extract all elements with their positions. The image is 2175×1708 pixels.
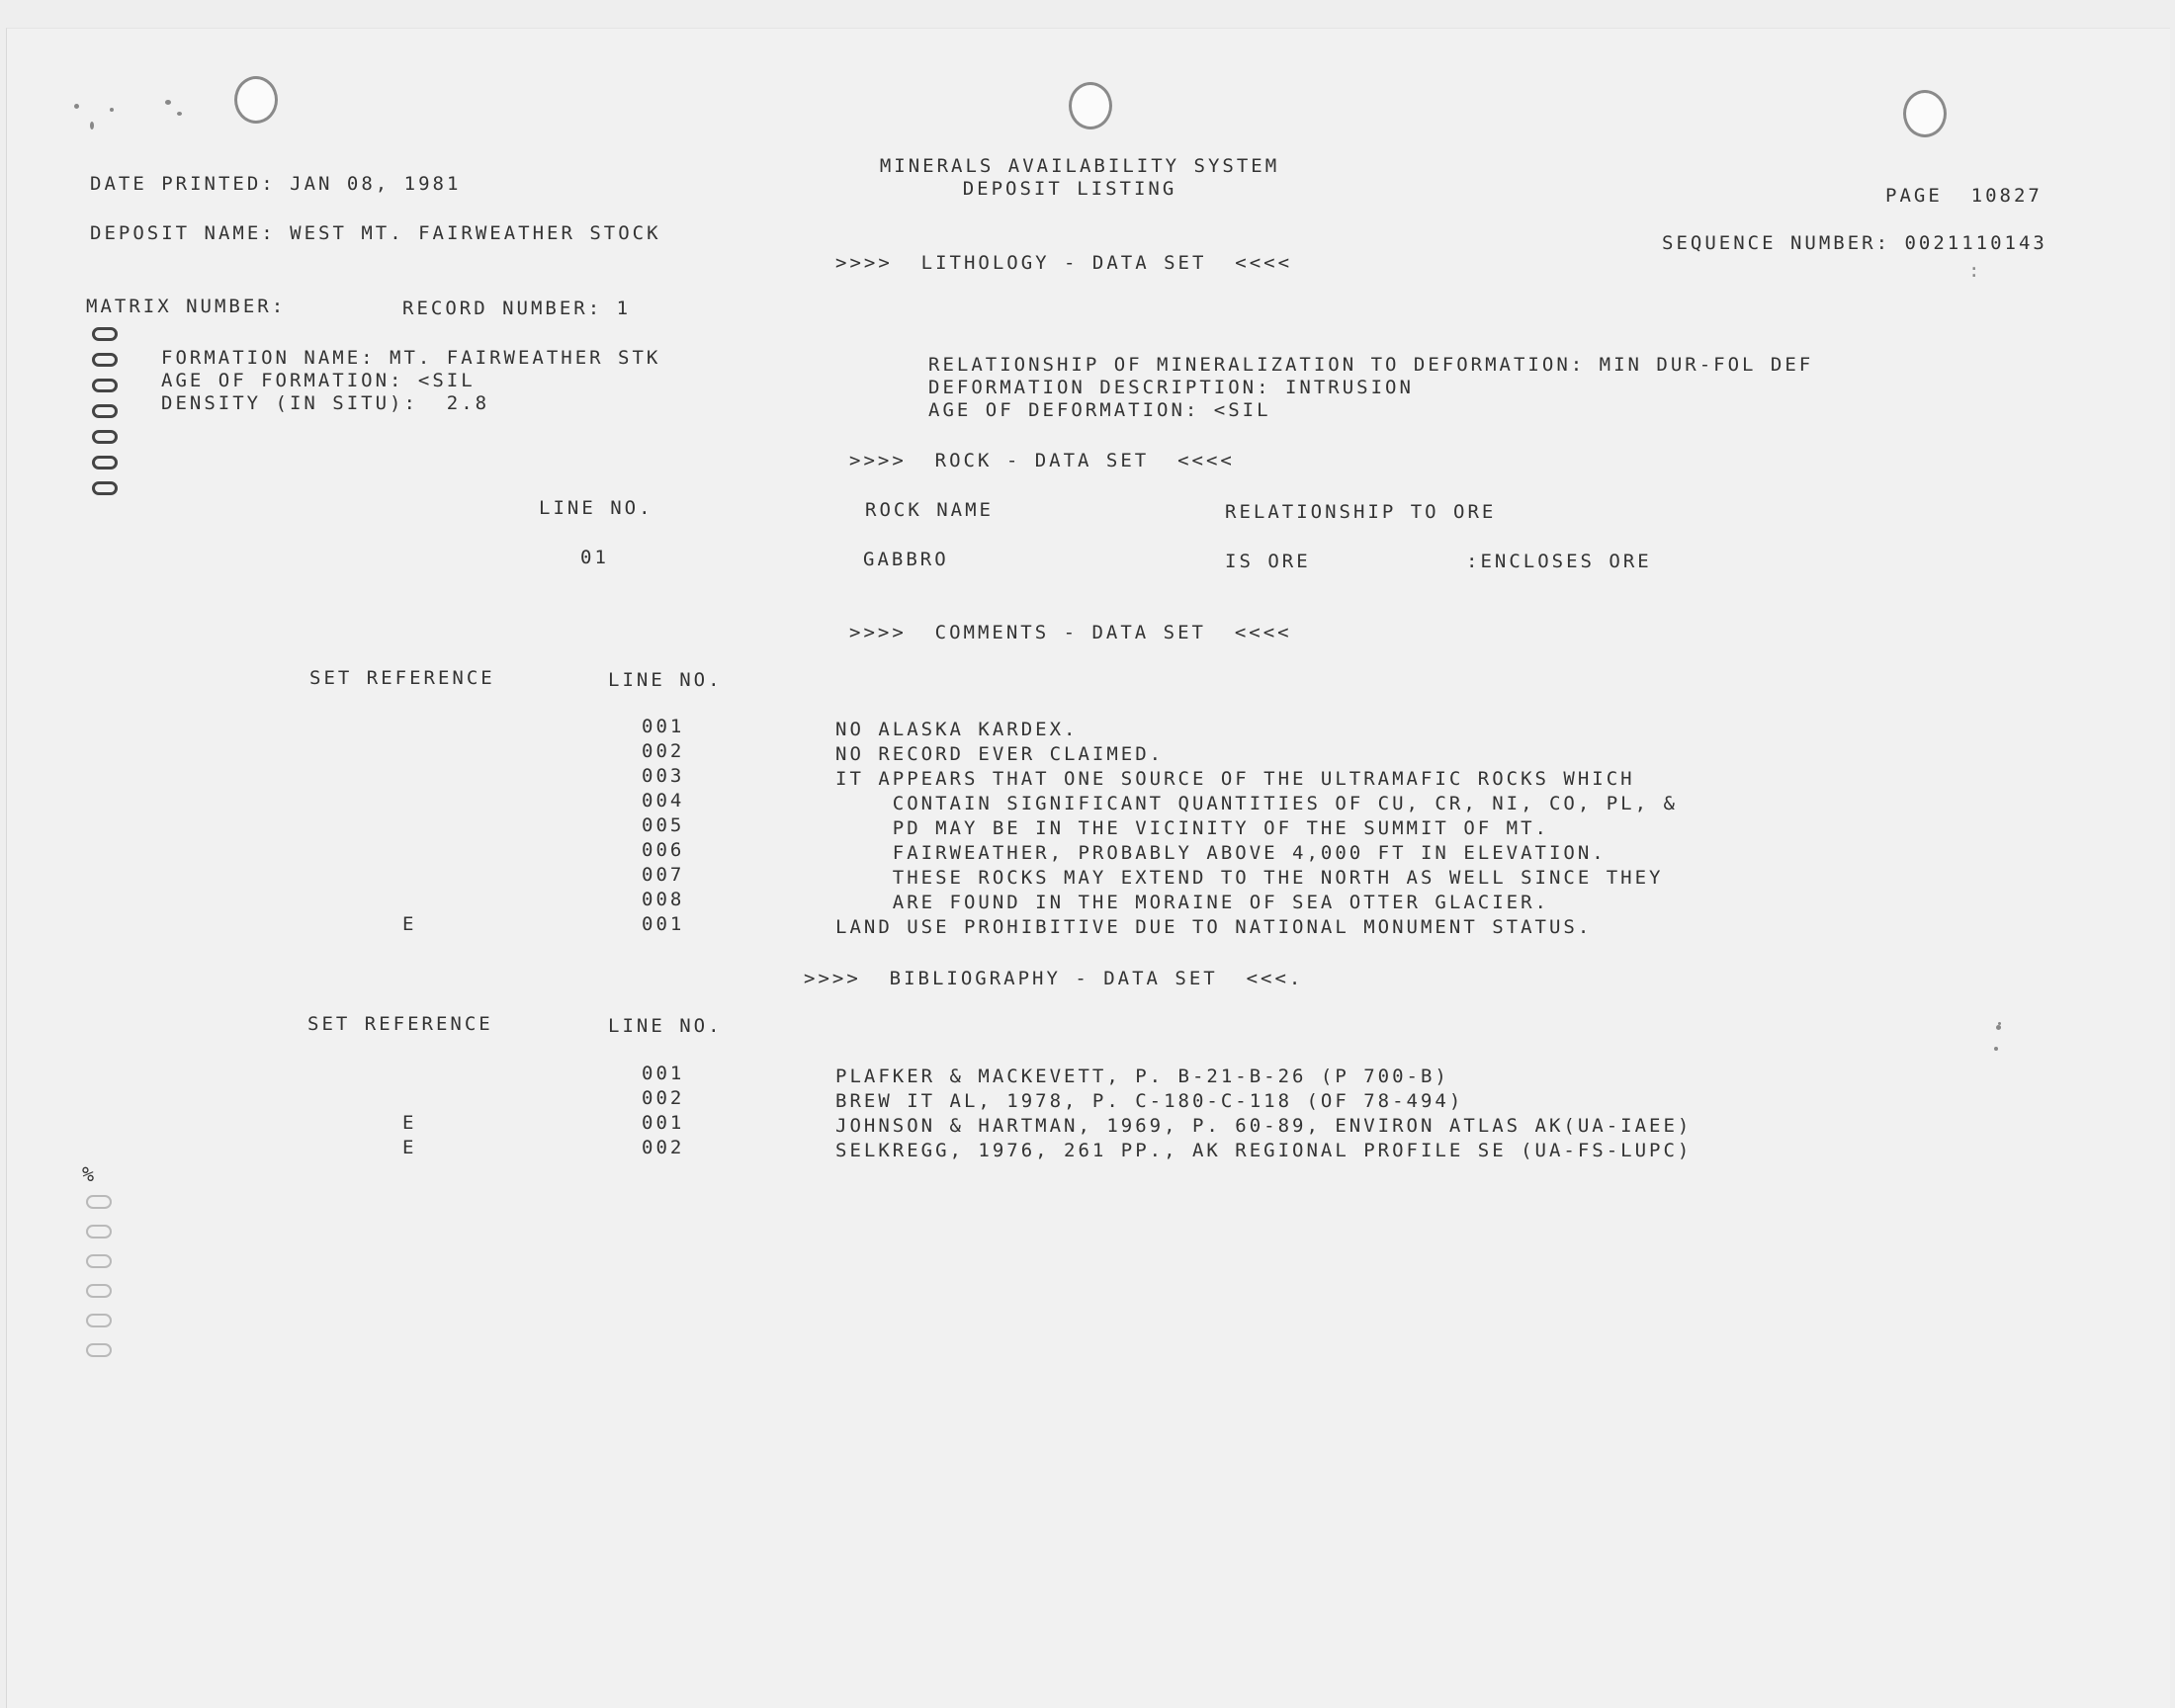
sequence-number: SEQUENCE NUMBER: 0021110143 (1662, 232, 2047, 254)
rock-header-relationship: RELATIONSHIP TO ORE (1225, 501, 1497, 523)
bibliography-line: 001 (642, 1063, 685, 1084)
punch-hole-left (234, 76, 278, 124)
comment-text: IT APPEARS THAT ONE SOURCE OF THE ULTRAMAFIC ROCKS WHICH (835, 768, 1635, 790)
deformation-description: DEFORMATION DESCRIPTION: INTRUSION (928, 377, 1414, 398)
listing-title: DEPOSIT LISTING (962, 178, 1177, 200)
faint-sprocket-mark (86, 1225, 112, 1238)
comment-text: LAND USE PROHIBITIVE DUE TO NATIONAL MONUMENT STATUS. (835, 916, 1593, 938)
rock-header-line-no: LINE NO. (539, 497, 653, 519)
comment-line: 006 (642, 839, 685, 861)
sprocket-mark (92, 456, 118, 470)
bibliography-text: PLAFKER & MACKEVETT, P. B-21-B-26 (P 700-B) (835, 1066, 1449, 1087)
comments-header-set-reference: SET REFERENCE (309, 667, 495, 689)
date-printed: DATE PRINTED: JAN 08, 1981 (90, 173, 462, 195)
ink-speck (110, 108, 114, 112)
rock-row-line: 01 (580, 547, 609, 568)
bibliography-line: 001 (642, 1112, 685, 1134)
bibliography-header-set-reference: SET REFERENCE (307, 1013, 493, 1035)
bibliography-ref: E (402, 1112, 417, 1134)
sprocket-mark (92, 379, 118, 392)
comment-ref: E (402, 913, 417, 935)
bibliography-text: JOHNSON & HARTMAN, 1969, P. 60-89, ENVIRON ATLAS AK(UA-IAEE) (835, 1115, 1693, 1137)
comment-text: THESE ROCKS MAY EXTEND TO THE NORTH AS WELL SINCE THEY (835, 867, 1664, 889)
faint-sprocket-mark (86, 1195, 112, 1209)
ink-speck (177, 112, 182, 116)
faint-sprocket-mark (86, 1284, 112, 1298)
comments-section-title: >>>> COMMENTS - DATA SET <<<< (849, 622, 1292, 643)
sprocket-mark (92, 430, 118, 444)
rock-header-rock-name: ROCK NAME (865, 499, 994, 521)
bibliography-text: SELKREGG, 1976, 261 PP., AK REGIONAL PROFILE SE (UA-FS-LUPC) (835, 1140, 1693, 1161)
rock-row-relationship: IS ORE (1225, 551, 1311, 572)
comment-text: CONTAIN SIGNIFICANT QUANTITIES OF CU, CR, NI, CO, PL, & (835, 793, 1678, 814)
comment-text: PD MAY BE IN THE VICINITY OF THE SUMMIT OF MT. (835, 817, 1549, 839)
rock-section-title: >>>> ROCK - DATA SET <<<< (849, 450, 1235, 471)
comments-header-line-no: LINE NO. (608, 669, 723, 691)
printout-sheet (6, 28, 2170, 1708)
sprocket-mark (92, 404, 118, 418)
comment-line: 008 (642, 889, 685, 910)
comment-text: NO RECORD EVER CLAIMED. (835, 743, 1165, 765)
rock-row-note: :ENCLOSES ORE (1466, 551, 1652, 572)
lithology-section-title: >>>> LITHOLOGY - DATA SET <<<< (835, 252, 1293, 274)
comment-line: 005 (642, 814, 685, 836)
comment-line: 007 (642, 864, 685, 886)
density-in-situ: DENSITY (IN SITU): 2.8 (161, 392, 490, 414)
relationship-of-mineralization: RELATIONSHIP OF MINERALIZATION TO DEFORMATION: MIN DUR-FOL DEF (928, 354, 1814, 376)
faint-sprocket-mark (86, 1314, 112, 1327)
deposit-name: DEPOSIT NAME: WEST MT. FAIRWEATHER STOCK (90, 222, 661, 244)
bibliography-header-line-no: LINE NO. (608, 1015, 723, 1037)
percent-margin-mark: % (82, 1162, 98, 1186)
comment-line: 001 (642, 913, 685, 935)
punch-hole-center (1069, 82, 1112, 129)
comment-line: 001 (642, 716, 685, 737)
bibliography-line: 002 (642, 1087, 685, 1109)
bibliography-ref: E (402, 1137, 417, 1158)
matrix-number: MATRIX NUMBER: (86, 296, 287, 317)
comment-line: 003 (642, 765, 685, 787)
ink-speck (1998, 1022, 2001, 1025)
punch-hole-right (1903, 90, 1947, 137)
bibliography-section-title: >>>> BIBLIOGRAPHY - DATA SET <<<. (804, 968, 1304, 989)
faint-sprocket-mark (86, 1343, 112, 1357)
record-number: RECORD NUMBER: 1 (402, 298, 632, 319)
comment-text: FAIRWEATHER, PROBABLY ABOVE 4,000 FT IN ELEVATION. (835, 842, 1607, 864)
bibliography-text: BREW IT AL, 1978, P. C-180-C-118 (OF 78-494) (835, 1090, 1464, 1112)
sprocket-mark (92, 481, 118, 495)
comment-line: 002 (642, 740, 685, 762)
page-number: PAGE 10827 (1885, 185, 2043, 207)
comment-text: NO ALASKA KARDEX. (835, 719, 1079, 740)
ink-speck (90, 122, 94, 129)
ink-speck (74, 104, 79, 109)
formation-name: FORMATION NAME: MT. FAIRWEATHER STK (161, 347, 661, 369)
ink-speck (165, 100, 171, 105)
margin-colon-mark: : (1968, 260, 1983, 282)
comment-line: 004 (642, 790, 685, 811)
sprocket-mark (92, 327, 118, 341)
system-title: MINERALS AVAILABILITY SYSTEM (879, 155, 1280, 177)
ink-speck (1994, 1047, 1998, 1051)
comment-text: ARE FOUND IN THE MORAINE OF SEA OTTER GLACIER. (835, 892, 1549, 913)
bibliography-line: 002 (642, 1137, 685, 1158)
age-of-formation: AGE OF FORMATION: <SIL (161, 370, 476, 391)
faint-sprocket-mark (86, 1254, 112, 1268)
age-of-deformation: AGE OF DEFORMATION: <SIL (928, 399, 1271, 421)
ink-speck (1996, 1025, 2001, 1030)
sprocket-mark (92, 353, 118, 367)
rock-row-name: GABBRO (863, 549, 949, 570)
